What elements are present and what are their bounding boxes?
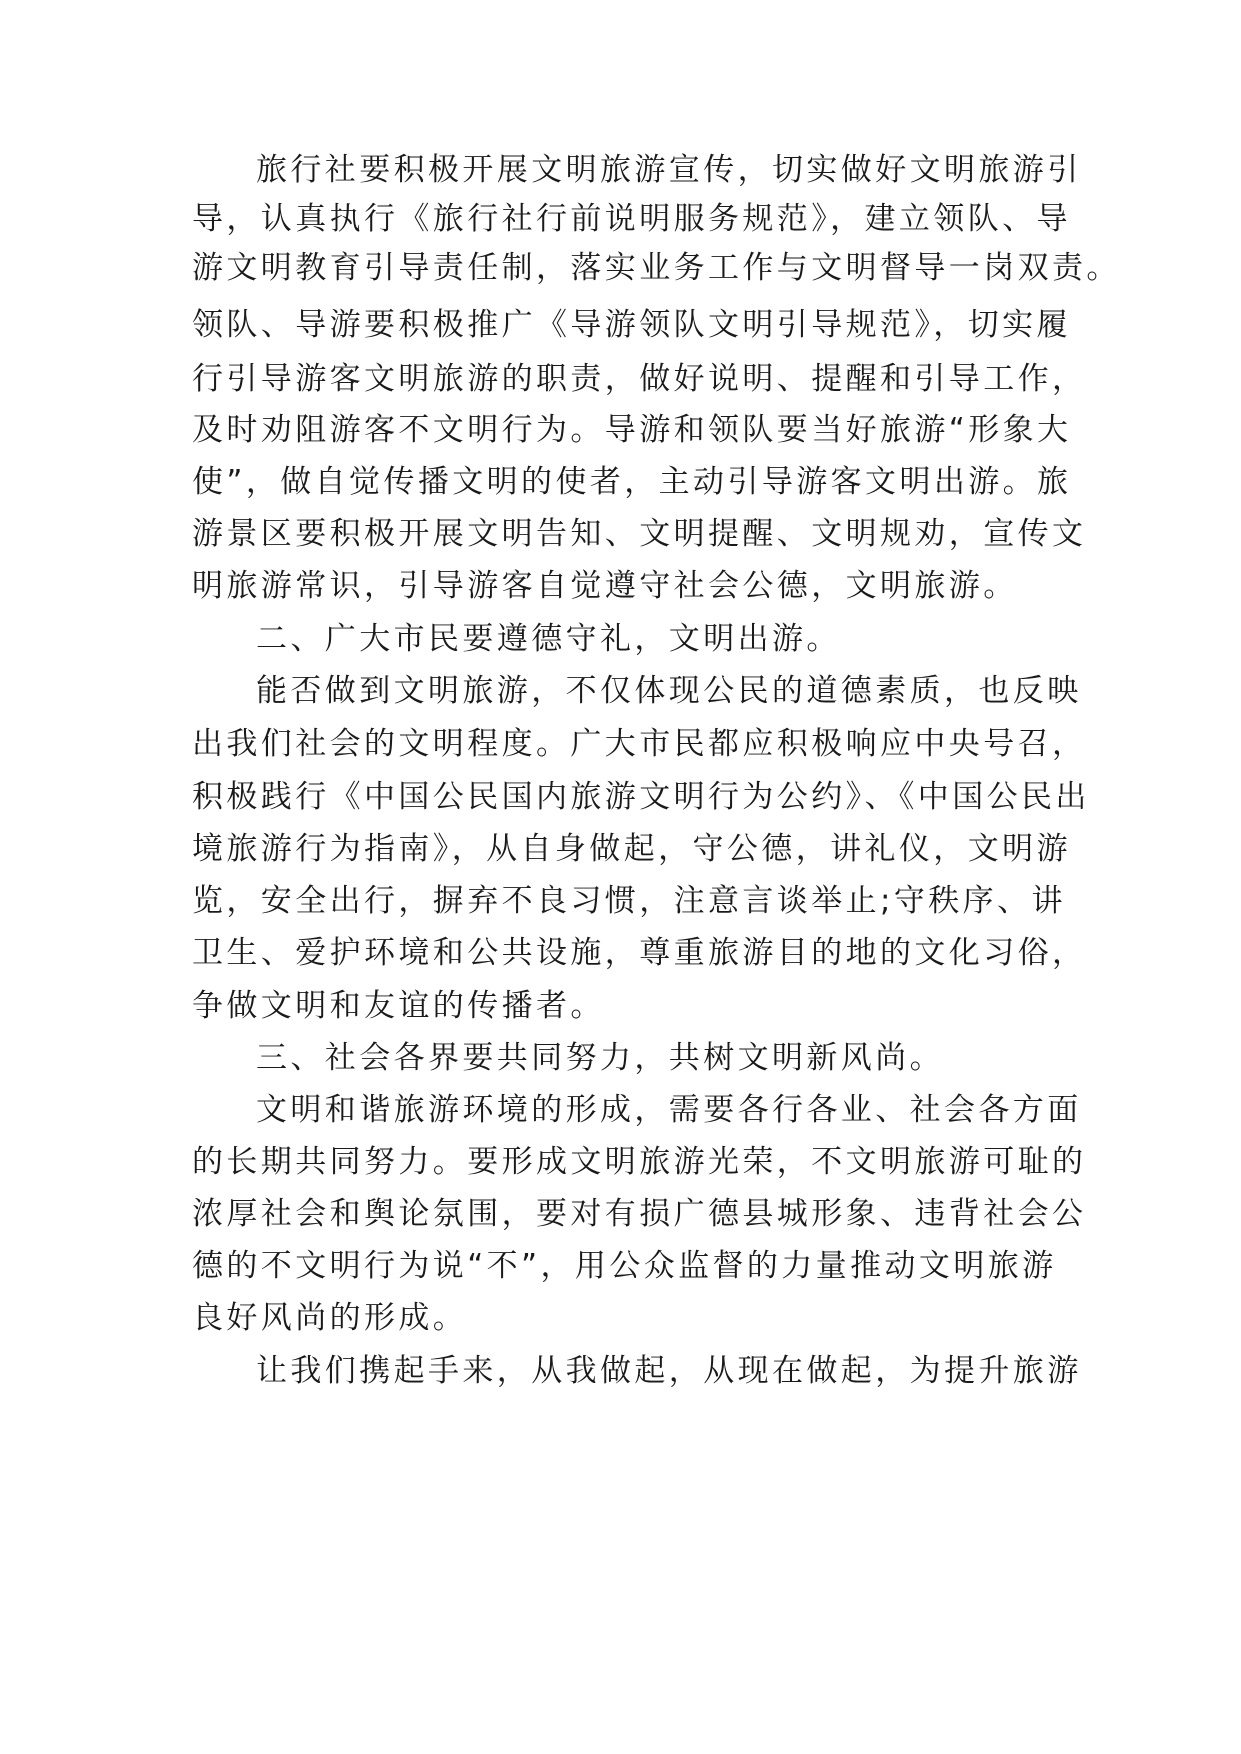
paragraph-3-line-3: 浓厚社会和舆论氛围，要对有损广德县城形象、违背社会公 (192, 1196, 1087, 1232)
paragraph-2-line-6: 卫生、爱护环境和公共设施，尊重旅游目的地的文化习俗， (192, 935, 1087, 971)
paragraph-1-line-9: 明旅游常识，引导游客自觉遵守社会公德，文明旅游。 (192, 568, 1018, 604)
paragraph-2-line-4: 境旅游行为指南》，从自身做起，守公德，讲礼仪，文明游 (192, 831, 1071, 867)
paragraph-1-line-4: 领队、导游要积极推广《导游领队文明引导规范》，切实履 (192, 307, 1071, 343)
paragraph-4-line-1: 让我们携起手来，从我做起，从现在做起，为提升旅游 (256, 1353, 1082, 1389)
paragraph-1-line-3: 游文明教育引导责任制，落实业务工作与文明督导一岗双责。 (192, 250, 1121, 286)
paragraph-1-line-5: 行引导游客文明旅游的职责，做好说明、提醒和引导工作， (192, 361, 1087, 397)
paragraph-1-line-8: 游景区要积极开展文明告知、文明提醒、文明规劝，宣传文 (192, 516, 1087, 552)
paragraph-3-line-1: 文明和谐旅游环境的形成，需要各行各业、社会各方面 (256, 1092, 1082, 1128)
section-heading-2: 二、广大市民要遵德守礼，文明出游。 (256, 621, 841, 657)
paragraph-1-line-1: 旅行社要积极开展文明旅游宣传，切实做好文明旅游引 (256, 152, 1082, 188)
paragraph-3-line-5: 良好风尚的形成。 (192, 1300, 468, 1336)
paragraph-2-line-1: 能否做到文明旅游，不仅体现公民的道德素质，也反映 (256, 673, 1082, 709)
paragraph-2-line-7: 争做文明和友谊的传播者。 (192, 988, 605, 1024)
paragraph-2-line-3: 积极践行《中国公民国内旅游文明行为公约》、《中国公民出 (192, 779, 1090, 815)
paragraph-3-line-4: 德的不文明行为说“不”，用公众监督的力量推动文明旅游 (192, 1248, 1057, 1284)
section-heading-3: 三、社会各界要共同努力，共树文明新风尚。 (256, 1040, 944, 1076)
paragraph-1-line-7: 使”，做自觉传播文明的使者，主动引导游客文明出游。旅 (192, 464, 1072, 500)
paragraph-2-line-5: 览，安全出行，摒弃不良习惯，注意言谈举止;守秩序、讲 (192, 883, 1066, 919)
paragraph-1-line-2: 导，认真执行《旅行社行前说明服务规范》，建立领队、导 (192, 201, 1071, 237)
paragraph-3-line-2: 的长期共同努力。要形成文明旅游光荣，不文明旅游可耻的 (192, 1144, 1087, 1180)
paragraph-2-line-2: 出我们社会的文明程度。广大市民都应积极响应中央号召， (192, 726, 1087, 762)
paragraph-1-line-6: 及时劝阻游客不文明行为。导游和领队要当好旅游“形象大 (192, 412, 1072, 448)
